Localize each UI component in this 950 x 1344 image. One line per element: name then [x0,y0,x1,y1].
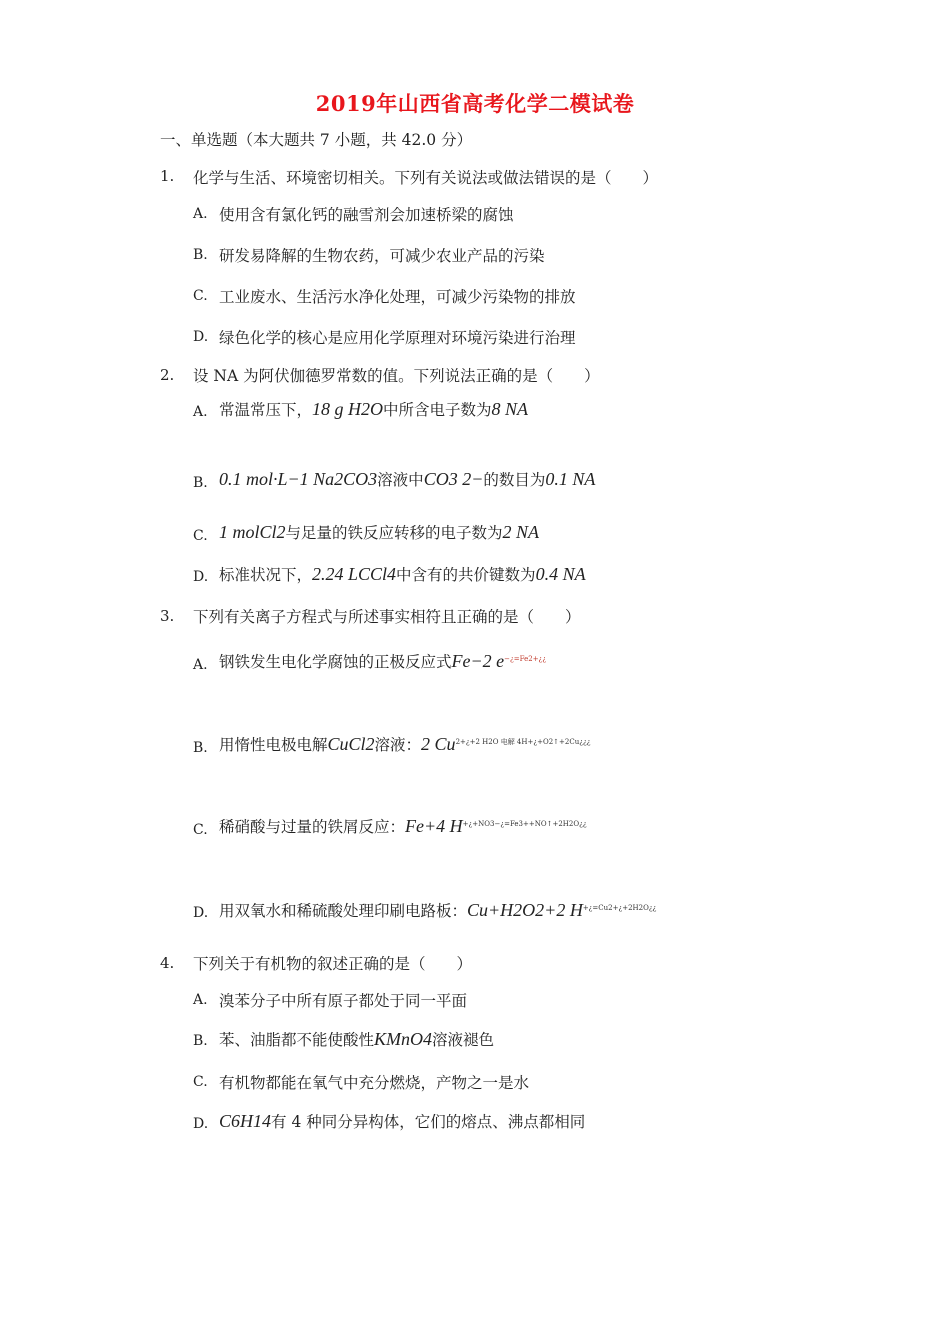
formula-value: 2 NA [502,522,540,542]
question-stem: 设 NA 为阿伏伽德罗常数的值。下列说法正确的是（ ） [193,367,600,385]
option-text-post: 与足量的铁反应转移的电子数为 [285,524,503,542]
formula: 2 Cu [421,734,456,754]
formula-tail: +¿+NO3−¿=Fe3++NO↑+2H2O¿¿ [462,819,587,828]
option-letter: B. [193,475,208,491]
option-letter: C. [193,528,208,544]
option-text: 使用含有氯化钙的融雪剂会加速桥梁的腐蚀 [219,206,514,224]
option-text: 绿色化学的核心是应用化学原理对环境污染进行治理 [219,329,576,347]
option-text-pre: 苯、油脂都不能使酸性 [219,1031,375,1049]
option-letter: C. [193,822,208,838]
formula-tail: +¿=Cu2+¿+2H2O¿¿ [582,903,657,912]
option-text [219,521,539,543]
option-letter: D. [193,329,209,345]
option-letter: D. [193,1116,209,1132]
question-number: 4. [160,954,175,972]
option-text: 研发易降解的生物农药，可减少农业产品的污染 [219,247,545,265]
option-text-pre: 钢铁发生电化学腐蚀的正极反应式 [219,653,452,671]
formula: CuCl2 [327,734,375,754]
option-letter: A. [193,992,208,1008]
option-letter: C. [193,288,208,304]
ion-formula: CO3 2− [423,469,484,489]
option-text-post: 溶液： [374,736,422,754]
option-text [219,1110,585,1132]
option-text [219,1028,494,1050]
formula-value: 0.4 NA [535,564,586,584]
option-text-post: 有 4 种同分异构体，它们的熔点、沸点都相同 [271,1113,586,1131]
option-text: 有机物都能在氧气中充分燃烧，产物之一是水 [219,1074,530,1092]
formula: 0.1 mol·L−1 Na2CO3 [219,469,378,489]
option-text [219,563,586,585]
question-number: 1. [160,167,175,185]
formula: 1 molCl2 [219,522,286,542]
option-text [219,468,595,490]
option-text-pre: 常温常压下， [219,401,313,419]
option-text-pre: 标准状况下， [219,566,313,584]
formula: Fe+4 H [405,816,463,836]
option-letter: B. [193,247,208,263]
formula: 2.24 LCCl4 [312,564,397,584]
option-letter: B. [193,740,208,756]
formula-value: 0.1 NA [545,469,596,489]
option-text [219,398,528,420]
option-text [219,815,587,837]
option-text-post: 溶液中 [377,471,424,489]
option-text-post: 中所含电子数为 [383,401,492,419]
question-stem: 下列有关离子方程式与所述事实相符且正确的是（ ） [193,608,581,626]
formula: KMnO4 [374,1029,433,1049]
option-text-pre: 用双氧水和稀硫酸处理印刷电路板： [219,902,468,920]
option-letter: D. [193,569,209,585]
option-letter: A. [193,404,208,420]
option-letter: B. [193,1033,208,1049]
formula: 18 g H2O [312,399,384,419]
section-header: 一、单选题（本大题共 7 小题，共 42.0 分） [160,131,473,149]
option-letter: A. [193,657,208,673]
option-letter: D. [193,905,209,921]
option-text: 溴苯分子中所有原子都处于同一平面 [219,992,468,1010]
formula: Fe−2 e [451,651,505,671]
option-text [219,733,590,755]
option-text-post: 溶液褪色 [432,1031,495,1049]
formula-value: 8 NA [491,399,529,419]
question-stem: 下列关于有机物的叙述正确的是（ ） [193,955,473,973]
question-number: 3. [160,607,175,625]
option-letter: C. [193,1074,208,1090]
option-letter: A. [193,206,208,222]
formula-tail: 2+¿+2 H2O 电解 4H+¿+O2↑+2Cu¿¿¿ [455,737,591,746]
question-number: 2. [160,366,175,384]
option-text-pre: 用惰性电极电解 [219,736,328,754]
option-text-post: 中含有的共价键数为 [396,566,536,584]
question-stem: 化学与生活、环境密切相关。下列有关说法或做法错误的是（ ） [193,169,659,187]
formula-tail: −¿=Fe2+¿¿ [504,654,547,663]
option-text-pre: 稀硝酸与过量的铁屑反应： [219,818,406,836]
formula: C6H14 [219,1111,272,1131]
option-text: 工业废水、生活污水净化处理，可减少污染物的排放 [219,288,576,306]
formula: Cu+H2O2+2 H [467,900,583,920]
option-text [219,899,656,921]
option-text [219,650,546,672]
option-text-post2: 的数目为 [483,471,546,489]
page-title: 2019年山西省高考化学二模试卷 [315,91,635,116]
